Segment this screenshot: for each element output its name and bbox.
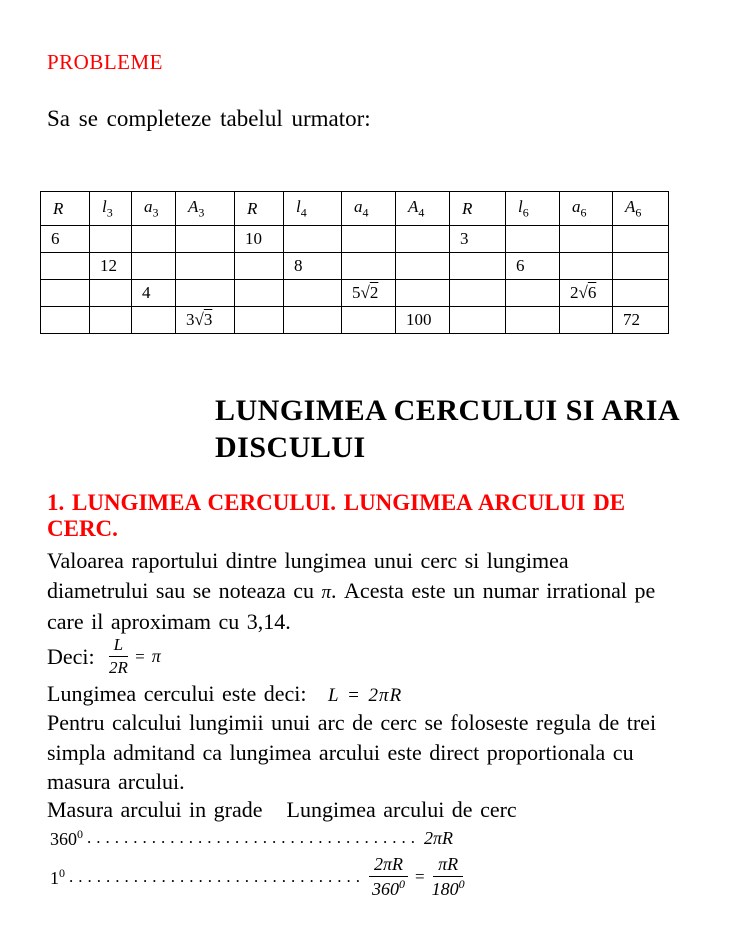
table-cell [176, 226, 235, 253]
dots-leader: .................................... [87, 828, 420, 847]
fraction-piR-over-180 [432, 854, 465, 899]
circumference-formula: L = 2πR [328, 685, 403, 706]
table-cell [90, 307, 132, 334]
table-cell [41, 307, 90, 334]
formula-deci [47, 633, 161, 680]
masura-left-label: Masura arcului in grade [47, 797, 263, 822]
proportion-row-360 [50, 824, 453, 852]
equals-sign: = [135, 646, 145, 666]
table-cell: 3 [450, 226, 506, 253]
table-cell: 10 [235, 226, 284, 253]
table-cell [506, 226, 560, 253]
table-header-cell: R [235, 192, 284, 226]
degree-base: 1 [50, 867, 59, 888]
completion-table [40, 191, 669, 334]
table-header-cell: $A_6$ [613, 192, 669, 226]
table-cell [450, 253, 506, 280]
table-header-cell: R [450, 192, 506, 226]
proportion-row-1 [50, 852, 465, 902]
table-row [41, 253, 669, 280]
table-cell [132, 253, 176, 280]
degree-sup: 0 [59, 865, 65, 880]
table-cell [396, 253, 450, 280]
paragraph-line: simpla admitand ca lungimea arcului este direct proportionala cu [47, 739, 634, 765]
table-cell [560, 307, 613, 334]
table-cell [132, 307, 176, 334]
table-cell [90, 280, 132, 307]
table-cell [506, 307, 560, 334]
paragraph-line: care il aproximam cu 3,14. [47, 609, 291, 634]
denominator-base: 180 [431, 879, 459, 899]
paragraph-line: masura arcului. [47, 769, 185, 794]
degree-1 [50, 866, 65, 889]
paragraph-text: . Acesta este un numar irrational pe [331, 577, 656, 603]
probleme-heading: PROBLEME [47, 50, 164, 74]
table-cell [176, 253, 235, 280]
table-header-cell: $a_6$ [560, 192, 613, 226]
table-cell: 4 [132, 280, 176, 307]
lungimea-label: Lungimea cercului este deci: [47, 681, 307, 706]
main-title-line1: LUNGIMEA CERCULUI SI ARIA [215, 394, 681, 427]
table-cell: 8 [284, 253, 342, 280]
fraction-numerator: 2πR [369, 854, 408, 877]
table-cell [132, 226, 176, 253]
degree-base: 360 [50, 828, 77, 849]
paragraph-valoarea [47, 546, 655, 637]
table-row [41, 307, 669, 334]
table-cell: 2√6 [560, 280, 613, 307]
table-cell [450, 307, 506, 334]
main-title [215, 392, 680, 466]
degree-360 [50, 827, 83, 850]
table-cell: 6 [41, 226, 90, 253]
table-cell [613, 280, 669, 307]
paragraph-line [47, 576, 655, 608]
table-cell [342, 253, 396, 280]
masura-header-line [47, 795, 517, 825]
degree-sup: 0 [77, 826, 83, 841]
table-cell [560, 253, 613, 280]
table-cell [235, 307, 284, 334]
table-cell [613, 253, 669, 280]
table-header-cell: $a_4$ [342, 192, 396, 226]
main-title-line2: DISCULUI [215, 431, 366, 464]
table-cell: 6 [506, 253, 560, 280]
table-header-cell: $l_3$ [90, 192, 132, 226]
table-cell: 72 [613, 307, 669, 334]
denominator-sup: 0 [399, 877, 405, 891]
table-cell [396, 280, 450, 307]
table-cell [284, 280, 342, 307]
table-cell [284, 307, 342, 334]
masura-right-label: Lungimea arcului de cerc [286, 797, 517, 822]
fraction-denominator: 2R [108, 658, 128, 677]
fraction-denominator [432, 877, 465, 900]
table-cell [342, 307, 396, 334]
equals-sign: = [415, 867, 425, 886]
paragraph-line: Valoarea raportului dintre lungimea unui cerc si lungimea [47, 548, 569, 573]
arc-length-2piR: 2πR [424, 827, 454, 848]
pi-symbol: π [151, 646, 161, 666]
table-cell [41, 253, 90, 280]
table-header-cell: $l_4$ [284, 192, 342, 226]
formula-lungimea [47, 681, 402, 707]
table-cell [560, 226, 613, 253]
fraction-numerator: πR [433, 854, 463, 877]
table-cell [506, 280, 560, 307]
table-header-cell: $A_3$ [176, 192, 235, 226]
table-header-cell: R [41, 192, 90, 226]
dots-leader: ................................ [69, 867, 365, 886]
table-cell [235, 280, 284, 307]
table-cell [41, 280, 90, 307]
paragraph-pentru [47, 708, 656, 797]
denominator-base: 360 [372, 879, 399, 899]
paragraph-line: Pentru calcului lungimii unui arc de cerc se foloseste regula de trei [47, 710, 657, 735]
table-cell [450, 280, 506, 307]
table-row [41, 226, 669, 253]
table-cell: 12 [90, 253, 132, 280]
fraction-l-over-2r [109, 635, 128, 677]
table-cell: 3√3 [176, 307, 235, 334]
table-header-cell: $A_4$ [396, 192, 450, 226]
table-cell [396, 226, 450, 253]
table-cell [284, 226, 342, 253]
table-header-cell: $l_6$ [506, 192, 560, 226]
table-cell: 100 [396, 307, 450, 334]
denominator-sup: 0 [458, 877, 465, 891]
intro-text: Sa se completeze tabelul urmator: [47, 106, 371, 131]
fraction-2piR-over-360 [369, 854, 408, 899]
table-cell [176, 280, 235, 307]
table-header-cell: $a_3$ [132, 192, 176, 226]
table-cell [613, 226, 669, 253]
section-heading: 1. LUNGIMEA CERCULUI. LUNGIMEA ARCULUI DE CERC. [47, 490, 626, 541]
fraction-denominator [372, 877, 405, 900]
table-cell: 5√2 [342, 280, 396, 307]
table-row [41, 280, 669, 307]
table-cell [90, 226, 132, 253]
table-cell [342, 226, 396, 253]
table-cell [235, 253, 284, 280]
table-header-row [41, 192, 669, 226]
pi-symbol: π [321, 581, 332, 603]
fraction-numerator: L [109, 635, 128, 657]
deci-label: Deci: [47, 643, 95, 669]
paragraph-text: diametrului sau se noteaza cu [47, 577, 322, 603]
